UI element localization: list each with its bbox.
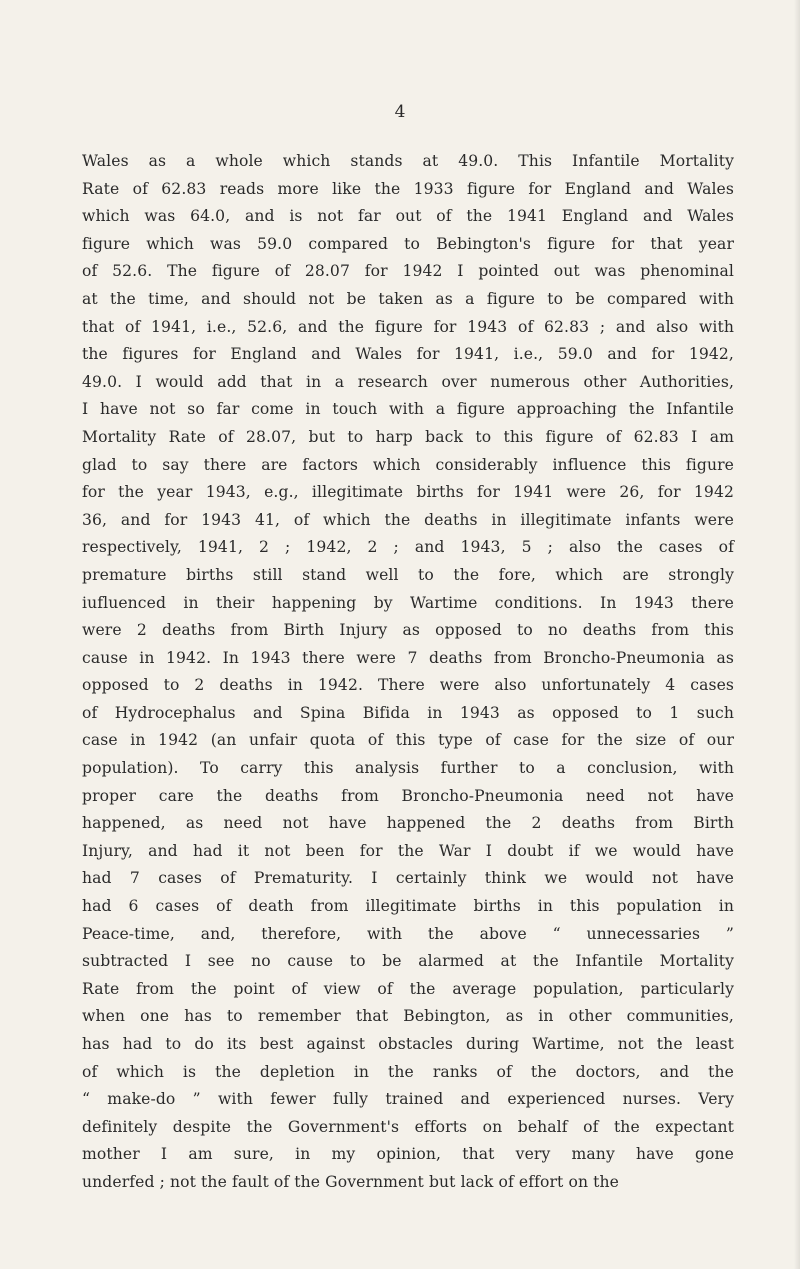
text-line: which was 64.0, and is not far out of the 1941 England and Wales [82,207,734,226]
text-line: population). To carry this analysis further to a conclusion, with [82,759,734,778]
page-edge-shadow [794,0,800,1269]
text-line: Mortality Rate of 28.07, but to harp back to this figure of 62.83 I am [82,427,734,446]
text-line: I have not so far come in touch with a figure approaching the Infantile [82,400,734,419]
text-line: that of 1941, i.e., 52.6, and the figure for 1943 of 62.83 ; and also with [82,317,734,336]
text-line: premature births still stand well to the fore, which are strongly [82,565,734,584]
text-line: case in 1942 (an unfair quota of this type of case for the size of our [82,731,734,750]
text-line: cause in 1942. In 1943 there were 7 deaths from Broncho-Pneumonia as [82,648,734,667]
text-line: mother I am sure, in my opinion, that very many have gone [82,1145,734,1164]
text-line: were 2 deaths from Birth Injury as opposed to no deaths from this [82,621,734,640]
text-line: 49.0. I would add that in a research over numerous other Authorities, [82,372,734,391]
text-line: had 6 cases of death from illegitimate births in this population in [82,897,734,916]
text-line: underfed ; not the fault of the Government but lack of effort on the [82,1172,619,1191]
text-line: Peace-time, and, therefore, with the above “ unnecessaries ” [82,924,734,943]
page-number: 4 [394,102,406,122]
text-line: proper care the deaths from Broncho-Pneumonia need not have [82,786,734,805]
text-line: Injury, and had it not been for the War I doubt if we would have [82,841,734,860]
text-line: at the time, and should not be taken as a figure to be compared with [82,289,734,308]
text-line: the figures for England and Wales for 1941, i.e., 59.0 and for 1942, [82,345,734,364]
text-line: of 52.6. The figure of 28.07 for 1942 I pointed out was phenominal [82,262,734,281]
text-line: of Hydrocephalus and Spina Bifida in 1943 as opposed to 1 such [82,703,734,722]
text-line: Rate from the point of view of the average population, particularly [82,979,734,998]
text-line: 36, and for 1943 41, of which the deaths in illegitimate infants were [82,510,734,529]
text-line: “ make-do ” with fewer fully trained and experienced nurses. Very [82,1090,734,1109]
text-line: for the year 1943, e.g., illegitimate births for 1941 were 26, for 1942 [82,483,734,502]
text-line: had 7 cases of Prematurity. I certainly think we would not have [82,869,734,888]
text-line: Rate of 62.83 reads more like the 1933 figure for England and Wales [82,179,734,198]
text-line: of which is the depletion in the ranks of the doctors, and the [82,1062,734,1081]
text-line: iufluenced in their happening by Wartime conditions. In 1943 there [82,593,734,612]
text-line: definitely despite the Government's efforts on behalf of the expectant [82,1117,734,1136]
text-line: when one has to remember that Bebington, as in other communities, [82,1007,734,1026]
text-line: figure which was 59.0 compared to Bebington's figure for that year [82,234,734,253]
text-line: glad to say there are factors which considerably influence this figure [82,455,734,474]
text-line: Wales as a whole which stands at 49.0. This Infantile Mortality [82,152,734,170]
text-line: has had to do its best against obstacles during Wartime, not the least [82,1035,734,1053]
body-paragraph [82,148,734,1197]
text-line: respectively, 1941, 2 ; 1942, 2 ; and 1943, 5 ; also the cases of [82,538,734,557]
text-line: subtracted I see no cause to be alarmed at the Infantile Mortality [82,952,734,971]
text-line: opposed to 2 deaths in 1942. There were also unfortunately 4 cases [82,676,734,695]
text-line: happened, as need not have happened the 2 deaths from Birth [82,814,734,833]
